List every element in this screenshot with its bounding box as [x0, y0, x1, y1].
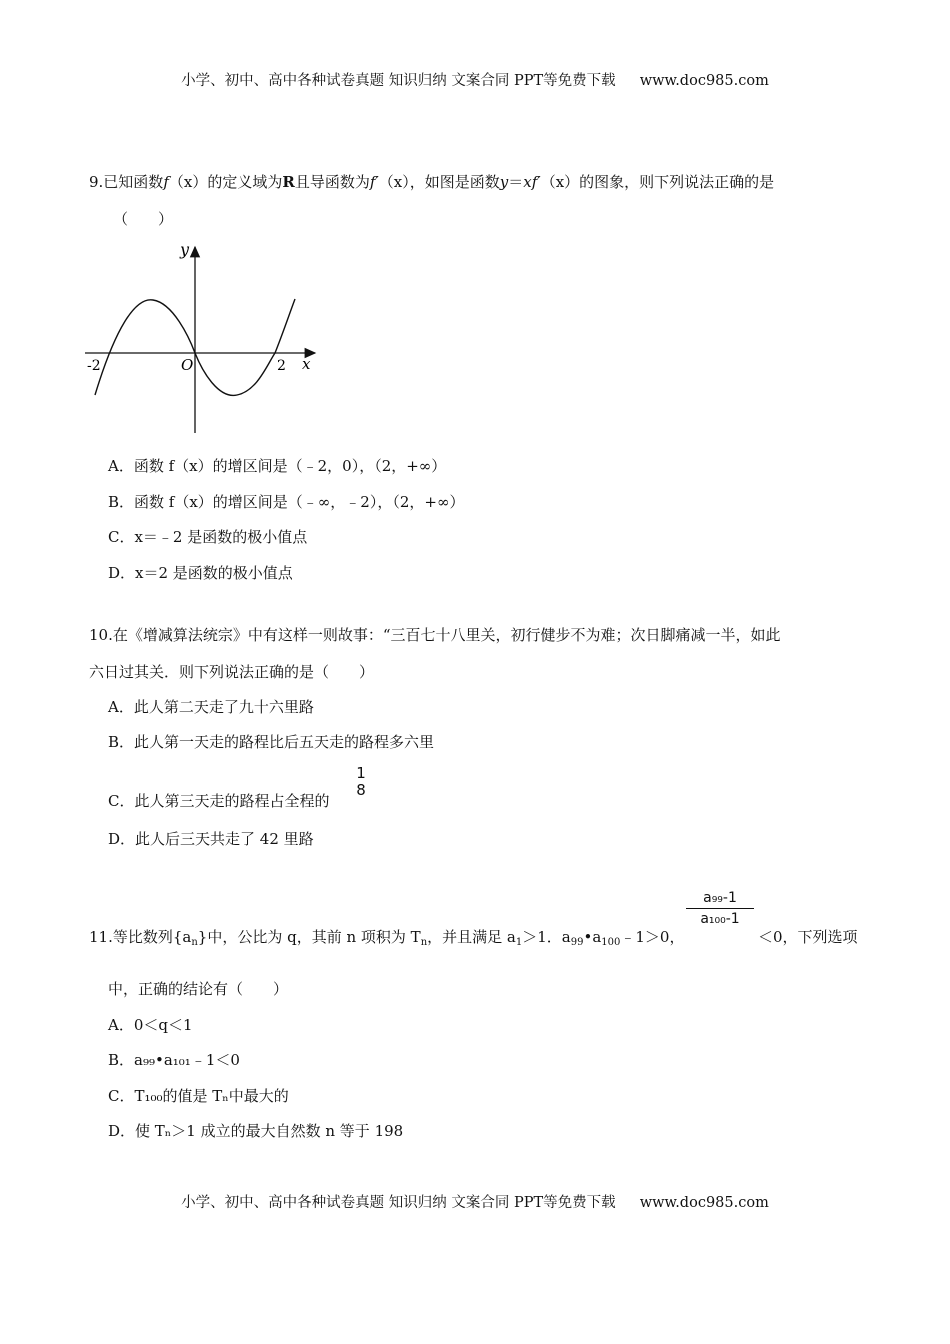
q10-option-a[interactable]: A．此人第二天走了九十六里路: [108, 698, 314, 716]
footer-site-link[interactable]: www.doc985.com: [639, 1195, 769, 1211]
neg2-label: -2: [87, 358, 101, 374]
q10-option-c[interactable]: C．此人第三天走的路程占全程的: [108, 792, 330, 810]
q9-answer-paren: （ ）: [113, 210, 174, 228]
pos2-label: 2: [277, 358, 286, 374]
q11-option-c[interactable]: C．T₁₀₀的值是 Tₙ中最大的: [108, 1087, 289, 1105]
q11-fraction: a₉₉-1 a₁₀₀-1: [686, 888, 754, 929]
q11-stem-line2: 中，正确的结论有（ ）: [108, 980, 289, 998]
q11-option-d[interactable]: D．使 Tₙ＞1 成立的最大自然数 n 等于 198: [108, 1122, 404, 1140]
q10-stem-line1: 10.在《增减算法统宗》中有这样一则故事：“三百七十八里关，初行健步不为难；次日脚痛减一半，如此: [89, 626, 781, 644]
page-header: [0, 69, 950, 90]
y-label: y: [180, 240, 190, 259]
q10-option-b[interactable]: B．此人第一天走的路程比后五天走的路程多六里: [108, 733, 435, 751]
q9-option-a[interactable]: A．函数 f（x）的增区间是（﹣2，0），（2，+∞）: [108, 457, 447, 475]
q9-stem: 9.已知函数f（x）的定义域为R且导函数为f′（x），如图是函数y＝xf′（x）的图象，则下列说法正确的是: [89, 173, 775, 191]
q9-option-d[interactable]: D．x＝2 是函数的极小值点: [108, 564, 293, 582]
q9-option-c[interactable]: C．x＝﹣2 是函数的极小值点: [108, 528, 308, 546]
header-text: 小学、初中、高中各种试卷真题 知识归纳 文案合同 PPT等免费下载: [181, 73, 616, 89]
origin-label: O: [181, 356, 194, 374]
q11-stem: 11.等比数列$\{a_n\}$中，公比为 q，其前 n 项积为 $T_n$，并且满足 $a_1>1$．$a_{99}•a_{100}﹣1>0$，: [89, 928, 685, 948]
q10-option-d[interactable]: D．此人后三天共走了 42 里路: [108, 830, 314, 848]
q9-option-b[interactable]: B．函数 f（x）的增区间是（﹣∞，﹣2），（2，+∞）: [108, 493, 465, 511]
q10-fraction: 1 8: [356, 764, 366, 799]
q11-stem-end: ＜0，下列选项: [758, 928, 858, 946]
x-label: x: [302, 355, 311, 373]
q9-graph: [85, 237, 325, 437]
q11-option-a[interactable]: A．0＜q＜1: [108, 1016, 193, 1034]
page-footer: [0, 1191, 950, 1212]
footer-text: 小学、初中、高中各种试卷真题 知识归纳 文案合同 PPT等免费下载: [181, 1195, 616, 1211]
q11-option-b[interactable]: B．a₉₉•a₁₀₁﹣1＜0: [108, 1051, 240, 1069]
header-site-link[interactable]: www.doc985.com: [639, 73, 769, 89]
q10-stem-line2: 六日过其关．则下列说法正确的是（ ）: [89, 663, 375, 681]
